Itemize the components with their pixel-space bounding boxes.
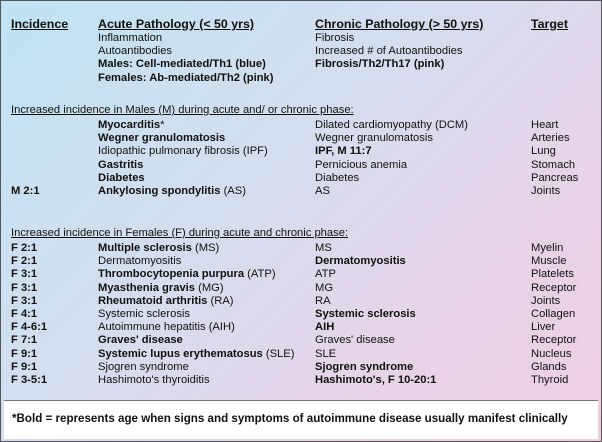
- acute-cell-text: (SLE): [262, 347, 295, 360]
- chronic-cell-text: Fibrosis: [315, 32, 355, 44]
- header-acute: Acute Pathology (< 50 yrs): [98, 17, 254, 31]
- table-row: [1, 185, 601, 198]
- acute-cell: [98, 58, 266, 71]
- females-block: [1, 242, 601, 387]
- incidence-cell: F 7:1: [11, 334, 38, 347]
- acute-cell-text: Males: Cell-mediated/Th1 (blue): [98, 58, 266, 71]
- table-row: [1, 308, 601, 321]
- chronic-cell: [315, 32, 354, 45]
- target-cell: Stomach: [531, 158, 576, 171]
- acute-cell: [98, 321, 235, 334]
- chronic-cell-text: AS: [315, 184, 330, 197]
- chronic-cell: [315, 185, 330, 198]
- females-section-title: Increased incidence in Females (F) during acute and chronic phase:: [11, 227, 349, 239]
- target-cell: Liver: [531, 321, 556, 334]
- chronic-cell: [315, 334, 395, 347]
- chronic-cell-text: Systemic sclerosis: [315, 307, 416, 320]
- chronic-cell: [315, 321, 334, 334]
- acute-cell: [98, 242, 219, 255]
- acute-cell: [98, 295, 234, 308]
- males-section-title: Increased incidence in Males (M) during acute and/ or chronic phase:: [11, 104, 354, 116]
- acute-cell: [98, 72, 274, 85]
- chronic-cell-text: SLE: [315, 347, 337, 360]
- acute-cell: [98, 268, 276, 281]
- chronic-cell-text: MG: [315, 281, 334, 294]
- table-row: [1, 268, 601, 281]
- acute-cell: [98, 185, 246, 198]
- acute-cell-text: Idiopathic pulmonary fibrosis (IPF): [98, 145, 268, 158]
- acute-cell: [98, 374, 210, 387]
- target-cell: Arteries: [531, 132, 570, 145]
- acute-cell-text: (ATP): [244, 268, 276, 281]
- table-row: [1, 159, 601, 172]
- chronic-cell: [315, 58, 444, 71]
- incidence-cell: F 4:1: [11, 307, 38, 320]
- table-row: [1, 374, 601, 387]
- males-block: [1, 119, 601, 198]
- chronic-cell-text: Increased # of Autoantibodies: [315, 45, 463, 58]
- chronic-cell-text: Wegner granulomatosis: [315, 132, 433, 145]
- acute-cell: [98, 159, 143, 172]
- incidence-cell: F 3:1: [11, 268, 38, 281]
- chronic-cell-text: Fibrosis/Th2/Th17 (pink): [315, 58, 445, 71]
- acute-cell-text: Gastritis: [98, 158, 144, 171]
- incidence-cell: M 2:1: [11, 184, 40, 197]
- target-cell: Receptor: [531, 281, 577, 294]
- chronic-cell-text: RA: [315, 294, 331, 307]
- target-cell: Nucleus: [531, 347, 572, 360]
- chronic-cell-text: Dermatomyositis: [315, 255, 406, 268]
- target-cell: Joints: [531, 294, 561, 307]
- chronic-cell: [315, 282, 333, 295]
- acute-cell-text: Ankylosing spondylitis: [98, 184, 221, 197]
- table-row: [1, 295, 601, 308]
- header-incidence: Incidence: [11, 17, 69, 31]
- chronic-cell-text: Hashimoto's, F 10-20:1: [315, 373, 437, 386]
- chronic-cell: [315, 255, 406, 268]
- chronic-cell: [315, 172, 359, 185]
- chronic-cell: [315, 242, 332, 255]
- acute-cell: [98, 308, 190, 321]
- acute-cell-text: *: [160, 119, 165, 131]
- acute-cell-text: (MG): [195, 281, 224, 294]
- acute-cell: [98, 145, 268, 158]
- table-row: [1, 119, 601, 132]
- acute-cell: [98, 255, 181, 268]
- chronic-cell: [315, 308, 416, 321]
- acute-cell: [98, 32, 162, 45]
- table-row: [1, 255, 601, 268]
- target-cell: Collagen: [531, 307, 576, 320]
- acute-cell-text: Systemic lupus erythematosus: [98, 347, 263, 360]
- acute-cell-text: Sjogren syndrome: [98, 360, 189, 373]
- incidence-cell: F 9:1: [11, 360, 38, 373]
- chronic-cell-text: Sjogren syndrome: [315, 360, 414, 373]
- acute-cell-text: (AS): [220, 184, 246, 197]
- acute-cell-text: (MS): [191, 242, 220, 254]
- incidence-cell: F 2:1: [11, 255, 38, 268]
- table-row: [1, 282, 601, 295]
- chronic-cell: [315, 268, 336, 281]
- acute-cell-text: Multiple sclerosis: [98, 242, 192, 254]
- incidence-cell: F 3-5:1: [11, 373, 48, 386]
- acute-cell-text: Thrombocytopenia purpura: [98, 268, 245, 281]
- acute-cell: [98, 348, 294, 361]
- incidence-cell: F 9:1: [11, 347, 38, 360]
- chronic-cell: [315, 361, 413, 374]
- pathology-row: [1, 72, 601, 85]
- acute-cell-text: Inflammation: [98, 32, 163, 44]
- acute-cell: [98, 45, 172, 58]
- incidence-cell: F 3:1: [11, 281, 38, 294]
- chronic-cell-text: IPF, M 11:7: [315, 145, 372, 158]
- table-row: [1, 242, 601, 255]
- target-cell: Pancreas: [531, 171, 579, 184]
- acute-cell-text: Diabetes: [98, 171, 145, 184]
- table-row: [1, 145, 601, 158]
- chronic-cell: [315, 159, 407, 172]
- chronic-cell-text: Pernicious anemia: [315, 158, 408, 171]
- footnote: *Bold = represents age when signs and symptoms of autoimmune disease usually manifest clinically: [12, 412, 568, 425]
- incidence-cell: F 4-6:1: [11, 321, 48, 334]
- table-header: [1, 17, 601, 31]
- table-row: [1, 348, 601, 361]
- acute-cell-text: Systemic sclerosis: [98, 307, 191, 320]
- pathology-row: [1, 32, 601, 45]
- acute-cell: [98, 119, 165, 132]
- chronic-cell: [315, 132, 433, 145]
- chronic-cell: [315, 119, 468, 132]
- acute-cell-text: Autoantibodies: [98, 45, 173, 58]
- target-cell: Thyroid: [531, 373, 569, 386]
- pathology-row: [1, 58, 601, 71]
- chronic-cell: [315, 45, 462, 58]
- acute-cell: [98, 132, 225, 145]
- table-row: [1, 132, 601, 145]
- chronic-cell: [315, 145, 372, 158]
- chronic-cell: [315, 374, 436, 387]
- acute-cell-text: Wegner granulomatosis: [98, 132, 226, 145]
- table-row: [1, 361, 601, 374]
- acute-cell-text: Myasthenia gravis: [98, 281, 196, 294]
- chronic-cell-text: ATP: [315, 268, 336, 281]
- footnote-box: [4, 400, 598, 439]
- target-cell: Joints: [531, 184, 561, 197]
- incidence-cell: F 3:1: [11, 294, 38, 307]
- acute-cell-text: Autoimmune hepatitis (AIH): [98, 321, 235, 334]
- acute-cell-text: Myocarditis: [98, 119, 161, 131]
- target-cell: Myelin: [531, 242, 564, 254]
- chronic-cell-text: AIH: [315, 321, 335, 334]
- target-cell: Glands: [531, 360, 567, 373]
- target-cell: Heart: [531, 119, 559, 131]
- chronic-cell: [315, 295, 331, 308]
- acute-cell: [98, 361, 189, 374]
- acute-cell-text: Rheumatoid arthritis: [98, 294, 208, 307]
- acute-cell: [98, 334, 183, 347]
- acute-cell-text: Dermatomyositis: [98, 255, 182, 268]
- chronic-cell-text: Diabetes: [315, 171, 360, 184]
- chronic-cell: [315, 348, 336, 361]
- acute-cell-text: (RA): [207, 294, 234, 307]
- target-cell: Lung: [531, 145, 556, 158]
- table-row: [1, 321, 601, 334]
- target-cell: Platelets: [531, 268, 574, 281]
- incidence-cell: F 2:1: [11, 242, 38, 254]
- table-row: [1, 172, 601, 185]
- target-cell: Muscle: [531, 255, 567, 268]
- acute-cell-text: Hashimoto's thyroiditis: [98, 373, 210, 386]
- acute-cell-text: Graves' disease: [98, 334, 183, 347]
- acute-cell: [98, 282, 224, 295]
- chronic-cell-text: MS: [315, 242, 332, 254]
- table-row: [1, 334, 601, 347]
- pathology-block: [1, 32, 601, 85]
- acute-cell: [98, 172, 145, 185]
- header-chronic: Chronic Pathology (> 50 yrs): [315, 17, 484, 31]
- header-target: Target: [531, 17, 568, 31]
- chronic-cell-text: Graves' disease: [315, 334, 395, 347]
- chronic-cell-text: Dilated cardiomyopathy (DCM): [315, 119, 468, 131]
- target-cell: Receptor: [531, 334, 577, 347]
- pathology-row: [1, 45, 601, 58]
- acute-cell-text: Females: Ab-mediated/Th2 (pink): [98, 71, 274, 84]
